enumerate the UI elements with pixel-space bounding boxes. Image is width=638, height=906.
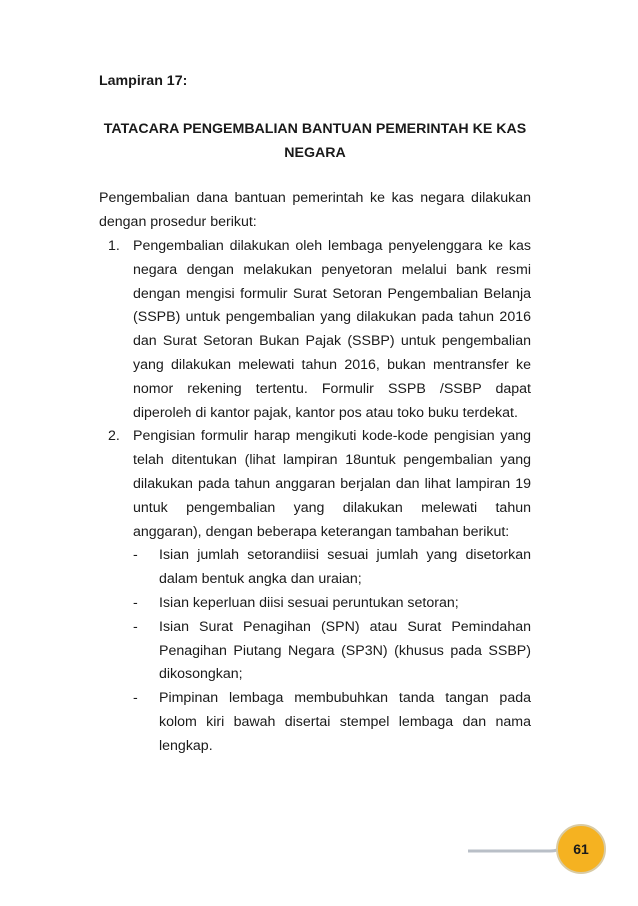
appendix-label: Lampiran 17: <box>99 73 188 89</box>
list-item-text: Pengisian formulir harap mengikuti kode-kode pengisian yang telah ditentukan (lihat lampiran 18untuk pengembalian yang dilakukan pada tahun anggaran berjalan dan lihat lampiran 19 untuk pengembalian yang dilakukan melewati tahun anggaran), dengan beberapa keterangan tambahan berikut: <box>133 428 531 540</box>
sub-list-item <box>133 616 531 687</box>
document-title: TATACARA PENGEMBALIAN BANTUAN PEMERINTAH KE KAS NEGARA <box>103 120 527 161</box>
sub-list-item-text: Isian Surat Penagihan (SPN) atau Surat Pemindahan Penagihan Piutang Negara (SP3N) (khusus pada SSBP) dikosongkan; <box>159 618 531 683</box>
page-content <box>99 70 531 759</box>
sub-list-item-text: Isian keperluan diisi sesuai peruntukan setoran; <box>159 594 459 611</box>
page-number-badge <box>556 824 606 874</box>
list-item-number: 2. <box>108 428 120 445</box>
dash-bullet: - <box>133 618 138 635</box>
list-item-number: 1. <box>108 237 120 254</box>
list-item <box>99 235 531 425</box>
sub-list-item-text: Pimpinan lembaga membubuhkan tanda tangan pada kolom kiri bawah disertai stempel lembaga dan nama lengkap. <box>159 690 531 754</box>
sub-list <box>133 544 531 758</box>
sub-list-item-text: Isian jumlah setorandiisi sesuai jumlah yang disetorkan dalam bentuk angka dan uraian; <box>159 547 531 588</box>
sub-list-item <box>133 592 531 616</box>
list-item-text: Pengembalian dilakukan oleh lembaga penyelenggara ke kas negara dengan melakukan penyetoran melalui bank resmi dengan mengisi formulir Surat Setoran Pengembalian Belanja (SSPB) untuk pengembalian yang dilakukan pada tahun 2016 dan Surat Setoran Bukan Pajak (SSBP) untuk pengembalian yang dilakukan melewati tahun 2016, bukan mentransfer ke nomor rekening tertentu. Formulir SSPB /SSBP dapat diperoleh di kantor pajak, kantor pos atau toko buku terdekat. <box>133 237 531 421</box>
footer-line-path <box>468 845 562 851</box>
page-number: 61 <box>573 841 589 857</box>
dash-bullet: - <box>133 594 138 611</box>
sub-list-item <box>133 544 531 592</box>
sub-list-item <box>133 687 531 758</box>
list-item <box>99 425 531 758</box>
dash-bullet: - <box>133 690 138 707</box>
dash-bullet: - <box>133 547 138 564</box>
footer-decoration-line <box>468 845 564 859</box>
intro-paragraph: Pengembalian dana bantuan pemerintah ke kas negara dilakukan dengan prosedur berikut: <box>99 190 531 231</box>
procedure-list <box>99 235 531 759</box>
